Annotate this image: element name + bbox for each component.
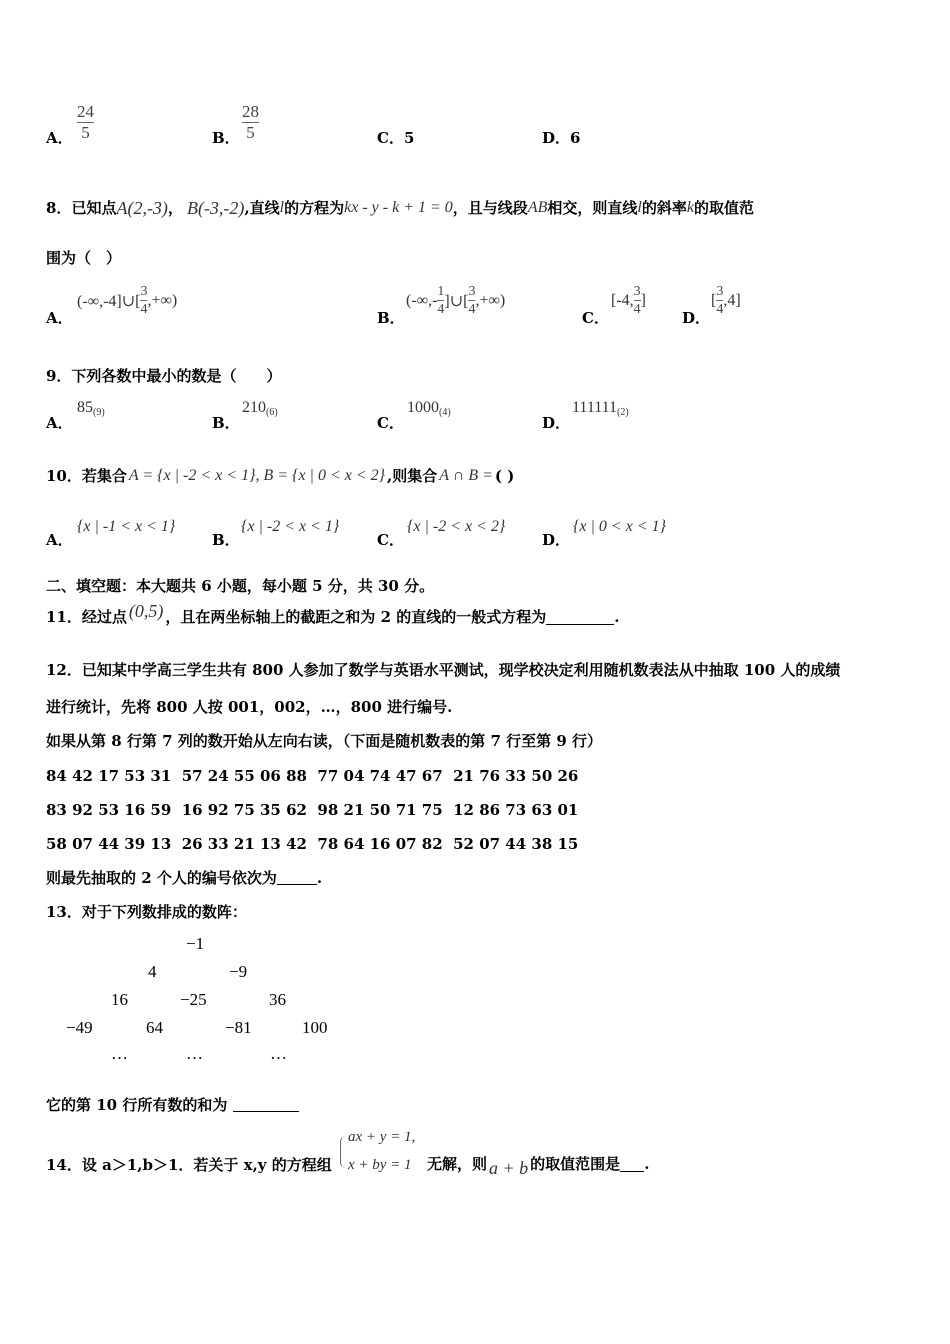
q7-option-a-label: A． [46,129,73,147]
q10-option-b: {x | -2 < x < 1} [241,518,340,535]
set-definitions: A = {x | -2 < x < 1}, B = {x | 0 < x < 2} [128,467,386,484]
q12-line2: 进行统计，先将 800 人按 001，002，…，800 进行编号. [46,698,453,716]
triangle-cell: −81 [225,1018,252,1037]
triangle-cell: 64 [146,1018,163,1037]
q11-stem: 11．经过点 (0,5) ，且在两坐标轴上的截距之和为 2 的直线的一般式方程为 . [46,601,620,626]
q9-option-b-label: B． [212,414,240,432]
q8-option-a: (-∞,-4]∪[ $\frac{3}{4}$ ,+∞) [77,284,178,317]
q8-option-b-label: B． [377,309,405,327]
q10-option-d: {x | 0 < x < 1} [573,518,666,535]
q11-answer-blank [546,610,614,625]
q9-option-a-label: A． [46,414,73,432]
q7-option-c: C．5 [377,129,415,147]
q10-option-d-label: D． [542,531,571,549]
point-a: A(2,-3) [116,198,168,218]
q8-option-d-label: D． [682,309,711,327]
point-0-5: (0,5) [128,601,164,621]
triangle-cell: 36 [269,990,286,1009]
q8-option-d: [ $\frac{3}{4}$ ,4] [711,284,741,317]
q14-stem-start: 14．设 a＞1,b＞1．若关于 x,y 的方程组 [46,1156,332,1174]
triangle-cell: 100 [302,1018,328,1037]
q13-tail: 它的第 10 行所有数的和为 [46,1096,299,1114]
q8-option-c-label: C． [582,309,609,327]
equation-1: ax + y = 1, [348,1129,416,1145]
q13-answer-blank [233,1097,299,1112]
triangle-ellipsis: … [186,1044,203,1063]
triangle-ellipsis: … [270,1044,287,1063]
q10-option-c-label: C． [377,531,404,549]
point-b: B(-3,-2) [186,198,245,218]
q9-option-d-label: D． [542,414,571,432]
q10-stem: 10．若集合 A = {x | -2 < x < 1}, B = {x | 0 < x < 2} ,则集合 A ∩ B = ( ) [46,467,515,485]
random-table-row-7: 84 42 17 53 31 57 24 55 06 88 77 04 74 47 67 21 76 33 50 26 [46,767,579,785]
q12-line3: 如果从第 8 行第 7 列的数开始从左向右读，（下面是随机数表的第 7 行至第 9 行） [46,732,603,750]
q13-stem: 13．对于下列数排成的数阵： [46,903,247,921]
q14-stem-end: 无解，则 a + b 的取值范围是 . [427,1155,650,1178]
q10-option-a-label: A． [46,531,73,549]
triangle-cell: −25 [180,990,207,1009]
q12-line1: 12．已知某中学高三学生共有 800 人参加了数学与英语水平测试，现学校决定利用随机数表法从中抽取 100 人的成绩 [46,661,841,679]
q14-answer-blank [620,1157,644,1172]
section-2-heading: 二、填空题：本大题共 6 小题，每小题 5 分，共 30 分。 [46,577,435,595]
q10-option-c: {x | -2 < x < 2} [407,518,506,535]
triangle-cell: −1 [186,934,205,953]
random-table-row-8: 83 92 53 16 59 16 92 75 35 62 98 21 50 71 75 12 86 73 63 01 [46,801,579,819]
q12-line4: 则最先抽取的 2 个人的编号依次为 . [46,869,323,887]
equation-2: x + by = 1 [348,1157,412,1173]
q9-stem: 9．下列各数中最小的数是（ ） [46,367,282,385]
triangle-ellipsis: … [111,1044,128,1063]
triangle-cell: −9 [229,962,248,981]
q9-option-b: $210_{(6)}$ [242,399,278,418]
q9-option-c-label: C． [377,414,404,432]
triangle-cell: −49 [66,1018,93,1037]
q8-stem: 8． 已知点 A(2,-3) ， B(-3,-2) ,直线 l 的方程为 kx - y - k + 1 = 0 ，且与线段 AB 相交，则直线 l 的斜率 k 的取值范 [46,198,754,218]
q9-option-d: $111111_{(2)}$ [572,399,629,418]
q7-option-b-label: B． [212,129,240,147]
q8-option-b: (-∞,- $\frac{1}{4}$ ]∪[ $\frac{3}{4}$ ,+∞) [406,284,506,317]
q7-option-d: D．6 [542,129,581,147]
q10-option-b-label: B． [212,531,240,549]
triangle-cell: 4 [148,962,157,981]
q8-stem-line2: 围为（ ） [46,249,122,267]
q9-option-c: $1000_{(4)}$ [407,399,451,418]
q8-number: 8． [46,199,72,217]
q7-option-b-fraction: $\frac{28}{5}$ [242,102,259,142]
random-table-row-9: 58 07 44 39 13 26 33 21 13 42 78 64 16 07 82 52 07 44 38 15 [46,835,579,853]
q12-answer-blank [277,870,317,885]
triangle-cell: 16 [111,990,128,1009]
q8-option-c: [-4, $\frac{3}{4}$ ] [611,284,646,317]
q10-option-a: {x | -1 < x < 1} [77,518,176,535]
q9-option-a: $85_{(9)}$ [77,399,105,418]
q7-option-a-fraction: $\frac{24}{5}$ [77,102,94,142]
q8-option-a-label: A． [46,309,73,327]
line-equation: kx - y - k + 1 = 0 [344,199,453,216]
